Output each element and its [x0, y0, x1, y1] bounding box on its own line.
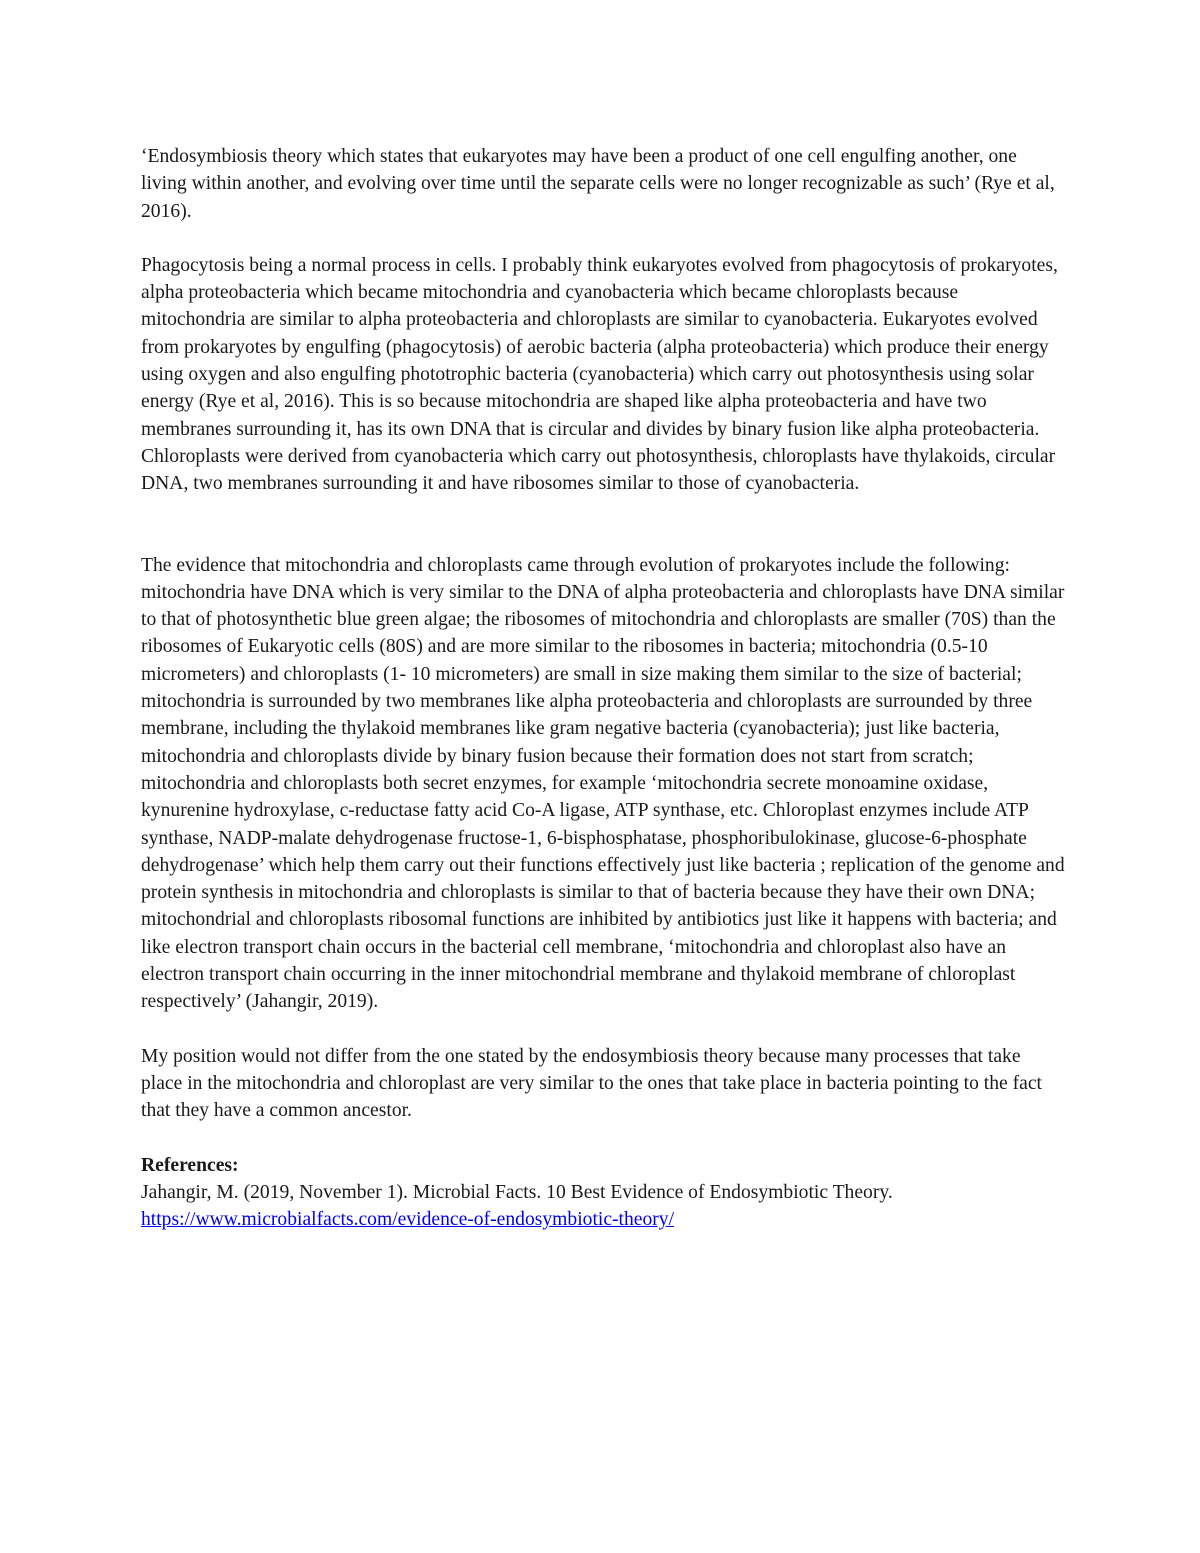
document-body	[141, 143, 1066, 1233]
paragraph-spacer	[141, 498, 1066, 552]
paragraph-spacer	[141, 1016, 1066, 1043]
reference-url-link[interactable]: https://www.microbialfacts.com/evidence-of-endosymbiotic-theory/	[141, 1209, 675, 1231]
paragraph-position: My position would not differ from the one stated by the endosymbiosis theory because many processes that take place in the mitochondria and chloroplast are very similar to the ones that take place in bacteria pointing to the fact that they have a common ancestor.	[141, 1045, 1042, 1122]
paragraph-endosymbiosis-definition: ‘Endosymbiosis theory which states that eukaryotes may have been a product of one cell engulfing another, one living within another, and evolving over time until the separate cells were no longer recognizable as such’ (Rye et al, 2016).	[141, 146, 1055, 222]
references-heading: References:	[141, 1154, 239, 1176]
paragraph-spacer	[141, 225, 1066, 252]
paragraph-evidence: The evidence that mitochondria and chloroplasts came through evolution of prokaryotes include the following: mitochondria have DNA which is very similar to the DNA of alpha proteobacteria and chloroplasts have DNA similar to that of photosynthetic blue green algae; the ribosomes of mitochondria and chloroplasts are smaller (70S) than the ribosomes of Eukaryotic cells (80S) and are more similar to the ribosomes in bacteria; mitochondria (0.5-10 micrometers) and chloroplasts (1- 10 micrometers) are small in size making them similar to the size of bacterial; mitochondria is surrounded by two membranes like alpha proteobacteria and chloroplasts are surrounded by three membrane, including the thylakoid membranes like gram negative bacteria (cyanobacteria); just like bacteria, mitochondria and chloroplasts divide by binary fusion because their formation does not start from scratch; mitochondria and chloroplasts both secret enzymes, for example ‘mitochondria secrete monoamine oxidase, kynurenine hydroxylase, c-reductase fatty acid Co-A ligase, ATP synthase, etc. Chloroplast enzymes include ATP synthase, NADP-malate dehydrogenase fructose-1, 6-bisphosphatase, phosphoribulokinase, glucose-6-phosphate dehydrogenase’ which help them carry out their functions effectively just like bacteria ; replication of the genome and protein synthesis in mitochondria and chloroplasts is similar to that of bacteria because they have their own DNA; mitochondrial and chloroplasts ribosomal functions are inhibited by antibiotics just like it happens with bacteria; and like electron transport chain occurs in the bacterial cell membrane, ‘mitochondria and chloroplast also have an electron transport chain occurring in the inner mitochondrial membrane and thylakoid membrane of chloroplast respectively’ (Jahangir, 2019).	[141, 554, 1065, 1013]
paragraph-spacer	[141, 1125, 1066, 1152]
paragraph-phagocytosis: Phagocytosis being a normal process in cells. I probably think eukaryotes evolved from phagocytosis of prokaryotes, alpha proteobacteria which became mitochondria and cyanobacteria which became chloroplasts because mitochondria are similar to alpha proteobacteria and chloroplasts are similar to cyanobacteria. Eukaryotes evolved from prokaryotes by engulfing (phagocytosis) of aerobic bacteria (alpha proteobacteria) which produce their energy using oxygen and also engulfing phototrophic bacteria (cyanobacteria) which carry out photosynthesis using solar energy (Rye et al, 2016). This is so because mitochondria are shaped like alpha proteobacteria and have two membranes surrounding it, has its own DNA that is circular and divides by binary fusion like alpha proteobacteria. Chloroplasts were derived from cyanobacteria which carry out photosynthesis, chloroplasts have thylakoids, circular DNA, two membranes surrounding it and have ribosomes similar to those of cyanobacteria.	[141, 254, 1058, 495]
reference-link-line	[141, 1206, 1066, 1233]
reference-entry: Jahangir, M. (2019, November 1). Microbial Facts. 10 Best Evidence of Endosymbiotic Theory.	[141, 1181, 893, 1203]
